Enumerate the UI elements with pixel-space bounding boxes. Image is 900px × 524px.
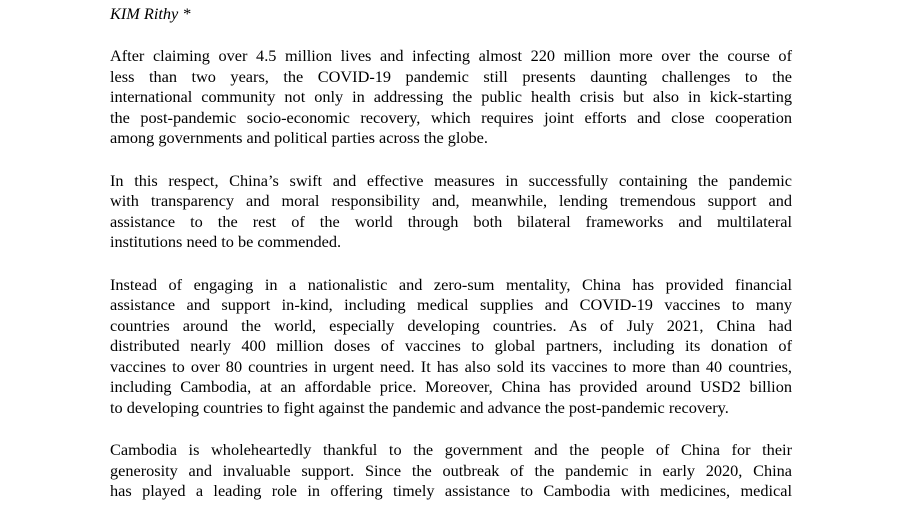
text-line: In this respect, China’s swift and effective measures in successfully containing the pandemic	[110, 170, 792, 190]
text-line: assistance to the rest of the world through both bilateral frameworks and multilateral	[110, 211, 792, 231]
paragraph-1	[110, 46, 792, 149]
text-line: Instead of engaging in a nationalistic and zero-sum mentality, China has provided financial	[110, 274, 792, 294]
text-line: among governments and political parties across the globe.	[110, 128, 488, 147]
paragraph-4	[110, 440, 792, 502]
author-byline: KIM Rithy *	[110, 4, 191, 23]
text-line: countries around the world, especially developing countries. As of July 2021, China had	[110, 315, 792, 335]
text-line: vaccines to over 80 countries in urgent need. It has also sold its vaccines to more than 40 countries,	[110, 356, 792, 376]
text-line: international community not only in addressing the public health crisis but also in kick-starting	[110, 87, 792, 106]
text-line: the post-pandemic socio-economic recovery, which requires joint efforts and close cooperation	[110, 107, 792, 127]
text-line: institutions need to be commended.	[110, 232, 342, 251]
text-line: to developing countries to fight against the pandemic and advance the post-pandemic recovery.	[110, 397, 729, 417]
text-line: generosity and invaluable support. Since the outbreak of the pandemic in early 2020, China	[110, 460, 792, 480]
text-line: distributed nearly 400 million doses of vaccines to global partners, including its donation of	[110, 336, 792, 355]
paragraph-2	[110, 171, 792, 253]
text-line: has played a leading role in offering timely assistance to Cambodia with medicines, medical	[110, 481, 792, 500]
paragraph-3	[110, 275, 792, 419]
text-line: After claiming over 4.5 million lives and infecting almost 220 million more over the course of	[110, 46, 792, 65]
text-line: Cambodia is wholeheartedly thankful to the government and the people of China for their	[110, 440, 792, 459]
text-line: including Cambodia, at an affordable price. Moreover, China has provided around USD2 billion	[110, 377, 792, 396]
text-line: assistance and support in-kind, including medical supplies and COVID-19 vaccines to many	[110, 295, 792, 314]
document-page	[110, 4, 792, 524]
text-line: less than two years, the COVID-19 pandemic still presents daunting challenges to the	[110, 66, 792, 86]
text-line: with transparency and moral responsibility and, meanwhile, lending tremendous support and	[110, 191, 792, 210]
